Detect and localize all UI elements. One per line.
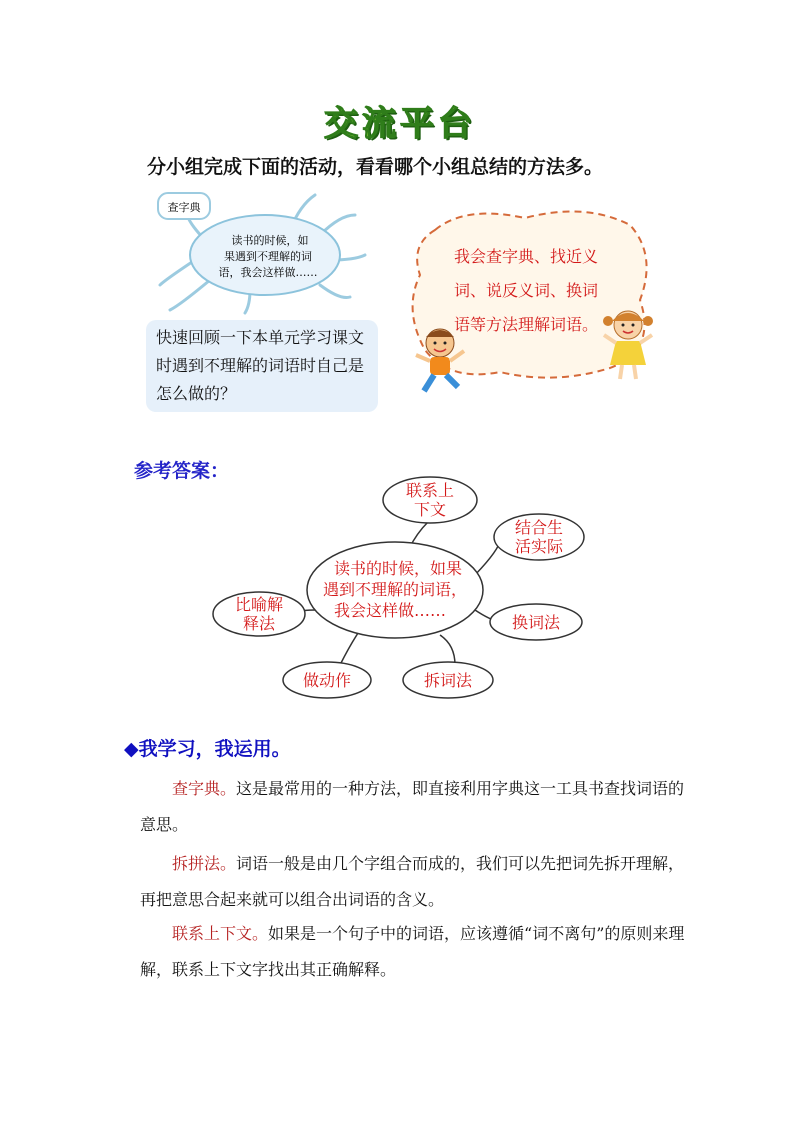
paragraph-1-text: 这是最常用的一种方法，即直接利用字典这一工具书查找词语的意思。 <box>140 779 685 834</box>
diamond-bullet-icon: ◆ <box>124 738 139 760</box>
node-6-line-2: 释法 <box>242 614 276 633</box>
node-3-label: 换词法 <box>511 613 561 632</box>
answer-center-line-3: 我会这样做…… <box>333 601 447 620</box>
answer-mindmap <box>200 470 600 700</box>
paragraph-2 <box>140 846 688 918</box>
question-box: 快速回顾一下本单元学习课文时遇到不理解的词语时自己是怎么做的？ <box>146 320 378 412</box>
small-mindmap <box>150 185 400 315</box>
node-1-line-2: 下文 <box>413 500 447 519</box>
small-corner-label: 查字典 <box>167 201 201 214</box>
paragraph-2-key: 拆拼法。 <box>172 854 237 873</box>
section-title: 我学习，我运用。 <box>138 738 291 760</box>
answer-center-line-1: 读书的时候，如果 <box>333 559 463 578</box>
paragraph-3-key: 联系上下文。 <box>172 924 269 943</box>
page-title: 交流平台 <box>324 104 476 144</box>
speech-text: 我会查字典、找近义词、说反义词、换词语等方法理解词语。 <box>453 247 598 334</box>
boy-illustration <box>410 325 470 397</box>
answer-center-line-2: 遇到不理解的词语， <box>322 580 468 599</box>
node-2-line-2: 活实际 <box>514 537 564 556</box>
node-5-label: 做动作 <box>302 671 352 690</box>
paragraph-3-text: 如果是一个句子中的词语，应该遵循“词不离句”的原则来理解，联系上下文字找出其正确解释。 <box>140 924 685 979</box>
reference-answer-label: 参考答案： <box>134 460 230 482</box>
paragraph-3 <box>140 916 688 988</box>
small-center-line-3: 语，我会这样做…… <box>218 266 318 279</box>
node-4-label: 拆词法 <box>423 671 473 690</box>
activity-instruction: 分小组完成下面的活动，看看哪个小组总结的方法多。 <box>147 156 604 178</box>
node-2-line-1: 结合生 <box>514 518 564 537</box>
node-1-line-1: 联系上 <box>405 481 455 500</box>
node-6-line-1: 比喻解 <box>234 595 284 614</box>
paragraph-1-key: 查字典。 <box>172 779 237 798</box>
section-heading <box>124 734 291 761</box>
small-center-line-1: 读书的时候，如 <box>231 234 309 247</box>
small-center-line-2: 果遇到不理解的词 <box>224 250 312 263</box>
paragraph-1 <box>140 771 688 843</box>
girl-illustration <box>598 305 658 383</box>
paragraph-2-text: 词语一般是由几个字组合而成的，我们可以先把词先拆开理解，再把意思合起来就可以组合出词语的含义。 <box>140 854 685 909</box>
